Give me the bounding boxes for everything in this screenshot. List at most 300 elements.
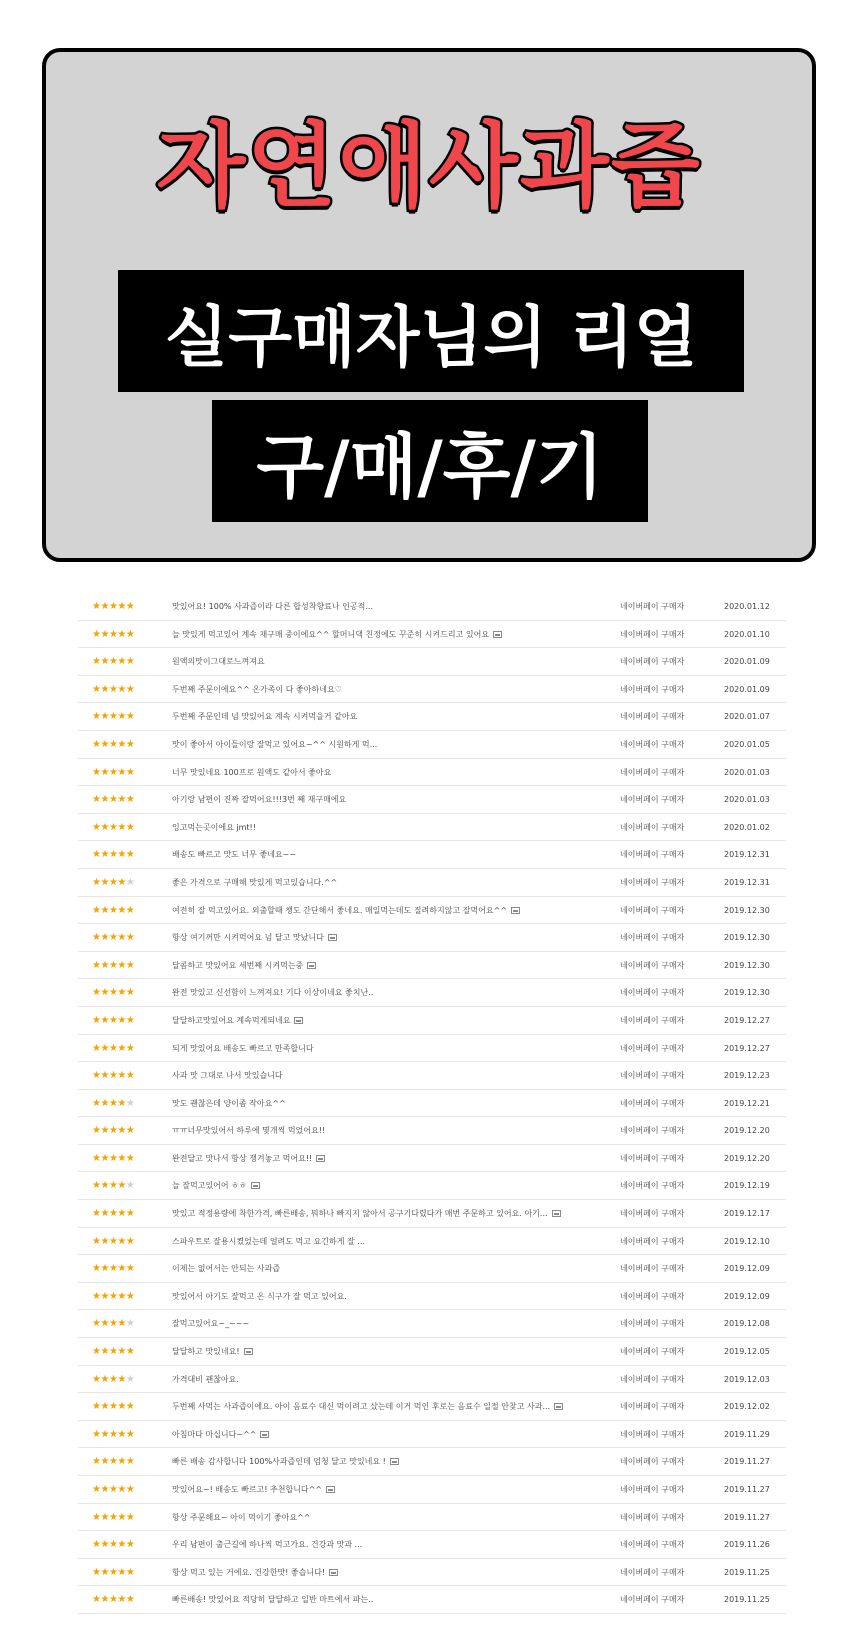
review-text[interactable] [172, 786, 602, 813]
review-text[interactable] [172, 1172, 602, 1199]
star-filled-icon: ★ [108, 711, 118, 723]
review-row[interactable] [78, 924, 786, 952]
review-text[interactable] [172, 1090, 602, 1117]
star-filled-icon: ★ [108, 1373, 118, 1385]
review-date: 2019.12.09 [724, 1291, 770, 1301]
review-text-content: 맛있고 적정용량에 착한가격, 빠른배송, 뭐하나 빠지지 않아서 공구기다렸다가 매번 주문하고 있어요. 아기... [172, 1209, 548, 1219]
star-filled-icon: ★ [108, 1539, 118, 1551]
star-filled-icon: ★ [100, 766, 109, 778]
buyer-name: 네이버페이 구매자 [620, 1540, 685, 1550]
review-text[interactable] [172, 1283, 602, 1310]
star-filled-icon: ★ [100, 656, 109, 668]
star-filled-icon: ★ [108, 904, 118, 916]
star-filled-icon: ★ [117, 766, 126, 778]
star-filled-icon: ★ [100, 1235, 109, 1247]
star-rating [92, 1007, 134, 1034]
review-text-content: 잉고먹는곳이에요 jmt!! [172, 822, 256, 832]
review-text[interactable] [172, 1007, 602, 1034]
star-filled-icon: ★ [117, 601, 126, 612]
buyer-name: 네이버페이 구매자 [620, 795, 685, 805]
review-row[interactable] [78, 1393, 786, 1421]
star-filled-icon: ★ [108, 1484, 118, 1495]
buyer-name: 네이버페이 구매자 [620, 1429, 685, 1439]
star-rating [92, 1145, 134, 1172]
review-date: 2020.01.03 [724, 795, 770, 805]
star-filled-icon: ★ [125, 601, 135, 612]
star-filled-icon: ★ [108, 1456, 118, 1468]
review-row[interactable] [78, 648, 786, 676]
review-date: 2019.12.23 [724, 1071, 770, 1081]
review-row[interactable] [78, 814, 786, 842]
star-filled-icon: ★ [100, 794, 109, 806]
star-filled-icon: ★ [92, 1070, 101, 1082]
star-filled-icon: ★ [100, 876, 109, 888]
star-filled-icon: ★ [92, 1511, 101, 1523]
star-filled-icon: ★ [100, 932, 109, 944]
photo-attachment-icon [244, 1348, 253, 1355]
photo-attachment-icon [307, 962, 316, 969]
star-rating [92, 1531, 134, 1558]
review-row[interactable] [78, 1366, 786, 1394]
review-row[interactable] [78, 1531, 786, 1559]
star-filled-icon: ★ [117, 711, 126, 723]
star-filled-icon: ★ [108, 959, 118, 971]
buyer-name: 네이버페이 구매자 [620, 1347, 685, 1357]
star-filled-icon: ★ [92, 1484, 101, 1495]
star-filled-icon: ★ [108, 1318, 118, 1330]
star-filled-icon: ★ [92, 628, 101, 640]
buyer-name: 네이버페이 구매자 [620, 1071, 685, 1081]
review-row[interactable] [78, 869, 786, 897]
star-filled-icon: ★ [100, 738, 109, 750]
star-filled-icon: ★ [108, 656, 118, 668]
star-filled-icon: ★ [108, 1208, 118, 1220]
review-date: 2019.12.10 [724, 1236, 770, 1246]
promo-banner [42, 48, 816, 562]
review-row[interactable] [78, 1007, 786, 1035]
review-text[interactable] [172, 1476, 602, 1503]
review-date: 2020.01.07 [724, 712, 770, 722]
star-filled-icon: ★ [125, 849, 135, 861]
star-filled-icon: ★ [108, 1097, 118, 1109]
review-text[interactable] [172, 1338, 602, 1365]
review-date: 2019.12.03 [724, 1374, 770, 1384]
star-filled-icon: ★ [108, 1401, 118, 1413]
star-filled-icon: ★ [92, 711, 101, 723]
star-filled-icon: ★ [100, 1594, 109, 1606]
review-text-content: 잘먹고있어요~_~~~ [172, 1319, 250, 1329]
star-filled-icon: ★ [117, 1346, 126, 1358]
review-row[interactable] [78, 1228, 786, 1256]
review-text[interactable] [172, 952, 602, 979]
star-filled-icon: ★ [125, 821, 135, 833]
star-filled-icon: ★ [125, 1511, 135, 1523]
star-filled-icon: ★ [108, 1594, 118, 1606]
review-text-content: 되게 맛있어요 배송도 빠르고 만족합니다 [172, 1043, 314, 1053]
review-date: 2019.12.27 [724, 1043, 770, 1053]
review-date: 2019.12.30 [724, 905, 770, 915]
review-text[interactable] [172, 1559, 602, 1586]
star-filled-icon: ★ [117, 1318, 126, 1330]
review-text[interactable] [172, 1117, 602, 1144]
buyer-name: 네이버페이 구매자 [620, 933, 685, 943]
buyer-name: 네이버페이 구매자 [620, 1015, 685, 1025]
review-date: 2019.12.08 [724, 1319, 770, 1329]
star-filled-icon: ★ [100, 1346, 109, 1358]
review-row[interactable] [78, 1090, 786, 1118]
star-filled-icon: ★ [117, 876, 126, 888]
star-rating [92, 1366, 134, 1393]
review-date: 2019.11.25 [724, 1567, 770, 1577]
star-filled-icon: ★ [108, 1346, 118, 1358]
star-filled-icon: ★ [117, 821, 126, 833]
star-filled-icon: ★ [125, 1042, 135, 1054]
star-rating [92, 1228, 134, 1255]
review-row[interactable] [78, 979, 786, 1007]
star-filled-icon: ★ [108, 821, 118, 833]
review-text-content: 가격대비 괜찮아요. [172, 1374, 239, 1384]
review-date: 2019.12.02 [724, 1402, 770, 1412]
star-filled-icon: ★ [100, 683, 109, 695]
star-filled-icon: ★ [92, 1566, 101, 1578]
buyer-name: 네이버페이 구매자 [620, 822, 685, 832]
buyer-name: 네이버페이 구매자 [620, 905, 685, 915]
star-filled-icon: ★ [92, 1097, 101, 1109]
star-filled-icon: ★ [92, 876, 101, 888]
star-filled-icon: ★ [100, 987, 109, 999]
review-row[interactable] [78, 1421, 786, 1449]
star-filled-icon: ★ [100, 628, 109, 640]
buyer-name: 네이버페이 구매자 [620, 988, 685, 998]
star-filled-icon: ★ [92, 1152, 101, 1164]
purchase-review-heading: 구/매/후/기 [212, 400, 648, 522]
review-row[interactable] [78, 703, 786, 731]
buyer-name: 네이버페이 구매자 [620, 960, 685, 970]
review-text-content: 두번째 주문인데 넘 맛있어요 계속 시켜먹을거 같아요 [172, 712, 358, 722]
star-filled-icon: ★ [117, 656, 126, 668]
star-filled-icon: ★ [108, 1180, 118, 1192]
photo-attachment-icon [554, 1403, 563, 1410]
star-filled-icon: ★ [92, 959, 101, 971]
star-rating [92, 924, 134, 951]
star-filled-icon: ★ [92, 1318, 101, 1330]
star-filled-icon: ★ [108, 1014, 118, 1026]
star-filled-icon: ★ [92, 1594, 101, 1606]
review-date: 2020.01.02 [724, 822, 770, 832]
review-row[interactable] [78, 897, 786, 925]
star-empty-icon: ★ [125, 1180, 135, 1192]
star-filled-icon: ★ [117, 1290, 126, 1302]
star-rating [92, 621, 134, 648]
star-filled-icon: ★ [108, 738, 118, 750]
photo-attachment-icon [326, 1486, 335, 1493]
star-filled-icon: ★ [108, 876, 118, 888]
review-row[interactable] [78, 1504, 786, 1532]
review-text-content: 아침마다 마십니다~^^ [172, 1429, 257, 1439]
star-filled-icon: ★ [117, 1208, 126, 1220]
buyer-name: 네이버페이 구매자 [620, 1485, 685, 1494]
review-text[interactable] [172, 676, 602, 703]
review-date: 2019.12.05 [724, 1347, 770, 1357]
star-filled-icon: ★ [125, 1539, 135, 1551]
star-filled-icon: ★ [108, 1042, 118, 1054]
review-date: 2019.12.19 [724, 1181, 770, 1191]
star-filled-icon: ★ [92, 738, 101, 750]
star-filled-icon: ★ [100, 959, 109, 971]
star-filled-icon: ★ [108, 1290, 118, 1302]
star-filled-icon: ★ [100, 1566, 109, 1578]
star-filled-icon: ★ [100, 1456, 109, 1468]
review-text[interactable] [172, 1531, 602, 1558]
review-date: 2020.01.12 [724, 602, 770, 611]
review-date: 2019.11.25 [724, 1595, 770, 1605]
review-text[interactable] [172, 703, 602, 730]
review-text-content: 아기랑 남편이 진짜 잘먹어요!!!3번 째 재구매에요 [172, 795, 347, 805]
star-filled-icon: ★ [100, 1401, 109, 1413]
star-filled-icon: ★ [92, 1263, 101, 1275]
review-text[interactable] [172, 869, 602, 896]
review-text[interactable] [172, 924, 602, 951]
star-filled-icon: ★ [100, 849, 109, 861]
real-review-heading: 실구매자님의 리얼 [118, 270, 744, 392]
star-filled-icon: ★ [125, 1070, 135, 1082]
star-filled-icon: ★ [125, 766, 135, 778]
review-text[interactable] [172, 1586, 602, 1613]
star-filled-icon: ★ [117, 1594, 126, 1606]
review-row[interactable] [78, 731, 786, 759]
review-row[interactable] [78, 1338, 786, 1366]
review-row[interactable] [78, 841, 786, 869]
review-text[interactable] [172, 1035, 602, 1062]
review-text-content: 맛도 괜찮은데 양이좀 작아요^^ [172, 1098, 286, 1108]
review-row[interactable] [78, 1035, 786, 1063]
review-date: 2019.11.27 [724, 1512, 770, 1522]
photo-attachment-icon [329, 1569, 338, 1576]
review-text-content: 사과 맛 그대로 나서 맛있습니다 [172, 1071, 283, 1081]
star-rating [92, 676, 134, 703]
star-filled-icon: ★ [125, 1484, 135, 1495]
star-filled-icon: ★ [92, 987, 101, 999]
review-row[interactable] [78, 621, 786, 649]
star-filled-icon: ★ [100, 601, 109, 612]
star-filled-icon: ★ [125, 711, 135, 723]
review-date: 2020.01.09 [724, 684, 770, 694]
product-title: 자연애사과즙 [156, 113, 702, 220]
review-text[interactable] [172, 1062, 602, 1089]
star-filled-icon: ★ [125, 1263, 135, 1275]
star-filled-icon: ★ [108, 1152, 118, 1164]
review-row[interactable] [78, 1117, 786, 1145]
star-filled-icon: ★ [117, 987, 126, 999]
buyer-name: 네이버페이 구매자 [620, 1043, 685, 1053]
star-rating [92, 1035, 134, 1062]
review-row[interactable] [78, 593, 786, 621]
star-filled-icon: ★ [117, 1180, 126, 1192]
buyer-name: 네이버페이 구매자 [620, 1153, 685, 1163]
buyer-name: 네이버페이 구매자 [620, 1291, 685, 1301]
star-rating [92, 731, 134, 758]
star-filled-icon: ★ [92, 1290, 101, 1302]
review-text-content: 우리 남편이 출근길에 하나씩 먹고가요. 건강과 맛과 ... [172, 1540, 363, 1550]
star-filled-icon: ★ [92, 1346, 101, 1358]
review-row[interactable] [78, 1559, 786, 1587]
review-text[interactable] [172, 841, 602, 868]
review-date: 2019.12.20 [724, 1153, 770, 1163]
review-text-content: 맛있어요~! 배송도 빠르고! 추천합니다^^ [172, 1485, 323, 1494]
star-filled-icon: ★ [125, 1566, 135, 1578]
star-filled-icon: ★ [92, 766, 101, 778]
review-text[interactable] [172, 621, 602, 648]
photo-attachment-icon [260, 1431, 269, 1438]
star-filled-icon: ★ [125, 904, 135, 916]
review-text[interactable] [172, 897, 602, 924]
review-text-content: 원액의맛이그대로느껴져요 [172, 657, 265, 667]
review-text[interactable] [172, 731, 602, 758]
star-filled-icon: ★ [117, 683, 126, 695]
star-filled-icon: ★ [92, 683, 101, 695]
review-text[interactable] [172, 1366, 602, 1393]
star-filled-icon: ★ [92, 1208, 101, 1220]
star-rating [92, 1062, 134, 1089]
review-text[interactable] [172, 1421, 602, 1448]
star-rating [92, 1559, 134, 1586]
review-text[interactable] [172, 759, 602, 786]
buyer-name: 네이버페이 구매자 [620, 602, 685, 611]
star-rating [92, 979, 134, 1006]
review-date: 2019.11.27 [724, 1457, 770, 1467]
review-text-content: 배송도 빠르고 맛도 너무 좋네요~~ [172, 850, 297, 860]
review-row[interactable] [78, 1586, 786, 1614]
star-filled-icon: ★ [117, 932, 126, 944]
star-filled-icon: ★ [108, 794, 118, 806]
review-text[interactable] [172, 1145, 602, 1172]
review-date: 2020.01.10 [724, 629, 770, 639]
star-filled-icon: ★ [117, 1456, 126, 1468]
star-empty-icon: ★ [125, 1097, 135, 1109]
review-text[interactable] [172, 593, 602, 620]
review-text[interactable] [172, 1200, 602, 1227]
star-rating [92, 897, 134, 924]
star-filled-icon: ★ [125, 959, 135, 971]
star-rating [92, 1090, 134, 1117]
review-text-content: ㅠㅠ너무맛있어서 하루에 몇개씩 먹었어요!! [172, 1126, 326, 1136]
review-text[interactable] [172, 1393, 602, 1420]
review-text-content: 달달하고맛있어요 계속먹게되네요 [172, 1015, 291, 1025]
star-empty-icon: ★ [125, 1318, 135, 1330]
star-rating [92, 869, 134, 896]
star-rating [92, 841, 134, 868]
star-filled-icon: ★ [117, 1566, 126, 1578]
review-row[interactable] [78, 1200, 786, 1228]
review-text-content: 두번째 주문이에요^^ 온가족이 다 좋아하네요♡ [172, 684, 342, 694]
review-date: 2019.12.09 [724, 1264, 770, 1274]
review-row[interactable] [78, 1310, 786, 1338]
review-date: 2020.01.09 [724, 657, 770, 667]
star-filled-icon: ★ [125, 1456, 135, 1468]
review-row[interactable] [78, 759, 786, 787]
review-row[interactable] [78, 1172, 786, 1200]
star-filled-icon: ★ [117, 1097, 126, 1109]
star-filled-icon: ★ [108, 1263, 118, 1275]
review-date: 2019.11.27 [724, 1485, 770, 1494]
review-text[interactable] [172, 1504, 602, 1531]
star-filled-icon: ★ [108, 1070, 118, 1082]
review-date: 2019.12.31 [724, 850, 770, 860]
star-empty-icon: ★ [125, 1373, 135, 1385]
star-filled-icon: ★ [92, 1014, 101, 1026]
review-text[interactable] [172, 814, 602, 841]
review-row[interactable] [78, 1255, 786, 1283]
star-filled-icon: ★ [100, 1014, 109, 1026]
star-filled-icon: ★ [92, 601, 101, 612]
star-filled-icon: ★ [125, 683, 135, 695]
star-filled-icon: ★ [92, 1235, 101, 1247]
star-filled-icon: ★ [108, 1566, 118, 1578]
review-row[interactable] [78, 676, 786, 704]
review-text[interactable] [172, 1228, 602, 1255]
buyer-name: 네이버페이 구매자 [620, 1181, 685, 1191]
review-text-content: 여전히 잘 먹고있어요. 외출할때 챙도 간단해서 좋네요. 매일먹는데도 질려하지않고 잘먹어요^^ [172, 905, 508, 915]
review-text[interactable] [172, 1310, 602, 1337]
buyer-name: 네이버페이 구매자 [620, 1209, 685, 1219]
review-row[interactable] [78, 1476, 786, 1504]
star-filled-icon: ★ [125, 1152, 135, 1164]
star-filled-icon: ★ [100, 821, 109, 833]
star-filled-icon: ★ [125, 1290, 135, 1302]
review-text[interactable] [172, 1255, 602, 1282]
review-text[interactable] [172, 648, 602, 675]
star-rating [92, 1338, 134, 1365]
review-row[interactable] [78, 1062, 786, 1090]
star-filled-icon: ★ [92, 794, 101, 806]
review-row[interactable] [78, 1283, 786, 1311]
buyer-name: 네이버페이 구매자 [620, 712, 685, 722]
star-filled-icon: ★ [125, 932, 135, 944]
review-text-content: 맛있어서 아기도 잘먹고 온 식구가 잘 먹고 있어요. [172, 1291, 347, 1301]
review-row[interactable] [78, 1145, 786, 1173]
review-date: 2019.12.17 [724, 1209, 770, 1219]
review-row[interactable] [78, 952, 786, 980]
buyer-name: 네이버페이 구매자 [620, 1264, 685, 1274]
review-text[interactable] [172, 979, 602, 1006]
review-text-content: 맛이 좋아서 아이들이랑 잘먹고 있어요~^^ 시원하게 먹... [172, 739, 378, 749]
star-filled-icon: ★ [125, 987, 135, 999]
buyer-name: 네이버페이 구매자 [620, 1374, 685, 1384]
star-filled-icon: ★ [117, 1401, 126, 1413]
star-filled-icon: ★ [117, 1539, 126, 1551]
star-filled-icon: ★ [125, 656, 135, 668]
review-row[interactable] [78, 1448, 786, 1476]
star-filled-icon: ★ [108, 628, 118, 640]
star-rating [92, 786, 134, 813]
star-rating [92, 593, 134, 620]
star-filled-icon: ★ [92, 1373, 101, 1385]
star-filled-icon: ★ [108, 987, 118, 999]
review-date: 2020.01.05 [724, 739, 770, 749]
star-filled-icon: ★ [117, 1484, 126, 1495]
star-rating [92, 1200, 134, 1227]
review-row[interactable] [78, 786, 786, 814]
photo-attachment-icon [316, 1155, 325, 1162]
star-filled-icon: ★ [117, 1235, 126, 1247]
review-text[interactable] [172, 1448, 602, 1475]
buyer-name: 네이버페이 구매자 [620, 657, 685, 667]
star-filled-icon: ★ [117, 1511, 126, 1523]
star-filled-icon: ★ [125, 1594, 135, 1606]
review-date: 2019.12.31 [724, 877, 770, 887]
star-rating [92, 1421, 134, 1448]
review-date: 2019.12.27 [724, 1015, 770, 1025]
